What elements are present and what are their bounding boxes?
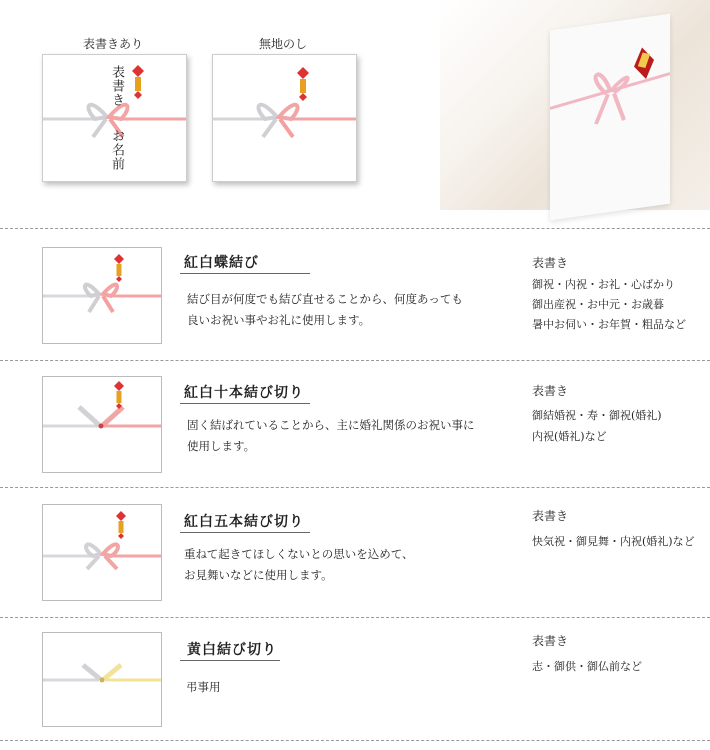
section-divider [0,228,710,229]
row-sample-jippon [42,376,162,473]
row-title: 黄白結び切り [187,642,277,658]
omotegaki-heading: 表書き [532,509,569,523]
omotegaki-heading: 表書き [532,384,569,398]
title-underline [180,273,310,274]
photo-ribbon-icon [550,14,670,221]
omotegaki-line: 御出産祝・お中元・お歳暮 [532,298,664,311]
section-divider [0,617,710,618]
title-underline [180,403,310,404]
row-desc-line: 結び目が何度でも結び直せることから、何度あっても [187,292,463,306]
awaji-knot-icon [43,505,161,600]
row-title: 紅白五本結び切り [184,514,304,530]
row-desc-line: 弔事用 [186,680,221,694]
photo-noshi-paper [550,14,670,221]
noshi-sample-with-text [42,54,187,182]
musubikiri-knot-icon [43,377,161,472]
section-divider [0,360,710,361]
title-underline [180,660,280,661]
row-desc-line: 重ねて起きてほしくないとの思いを込めて、 [184,547,414,561]
row-sample-kihaku [42,632,162,727]
row-title: 紅白蝶結び [184,255,259,271]
butterfly-knot-icon [213,55,356,181]
sample-omotegaki: 表書き [109,65,124,107]
section-divider [0,487,710,488]
row-desc-line: 良いお祝い事やお礼に使用します。 [187,313,371,327]
section-divider [0,740,710,741]
omotegaki-heading: 表書き [532,256,569,270]
omotegaki-line: 御結婚祝・寿・御祝(婚礼) [532,409,662,422]
row-desc-line: お見舞いなどに使用します。 [184,568,333,582]
omotegaki-line: 御祝・内祝・お礼・心ばかり [532,278,675,291]
row-desc-line: 固く結ばれていることから、主に婚礼関係のお祝い事に [187,418,475,432]
omotegaki-heading: 表書き [532,634,569,648]
caption-with-text: 表書きあり [82,37,143,51]
sample-name: お名前 [109,129,124,171]
yellow-white-knot-icon [43,633,161,726]
title-underline [180,532,310,533]
butterfly-knot-icon [43,248,161,343]
gift-photo [440,0,710,210]
row-sample-chou [42,247,162,344]
row-desc-line: 使用します。 [187,439,256,453]
omotegaki-line: 志・御供・御仏前など [532,660,642,673]
row-title: 紅白十本結び切り [184,385,304,401]
omotegaki-line: 暑中お伺い・お年賀・粗品など [532,318,686,331]
row-sample-gohon [42,504,162,601]
omotegaki-line: 内祝(婚礼)など [532,430,607,443]
noshi-sample-plain [212,54,357,182]
caption-plain: 無地のし [258,37,307,51]
omotegaki-line: 快気祝・御見舞・内祝(婚礼)など [532,535,695,548]
